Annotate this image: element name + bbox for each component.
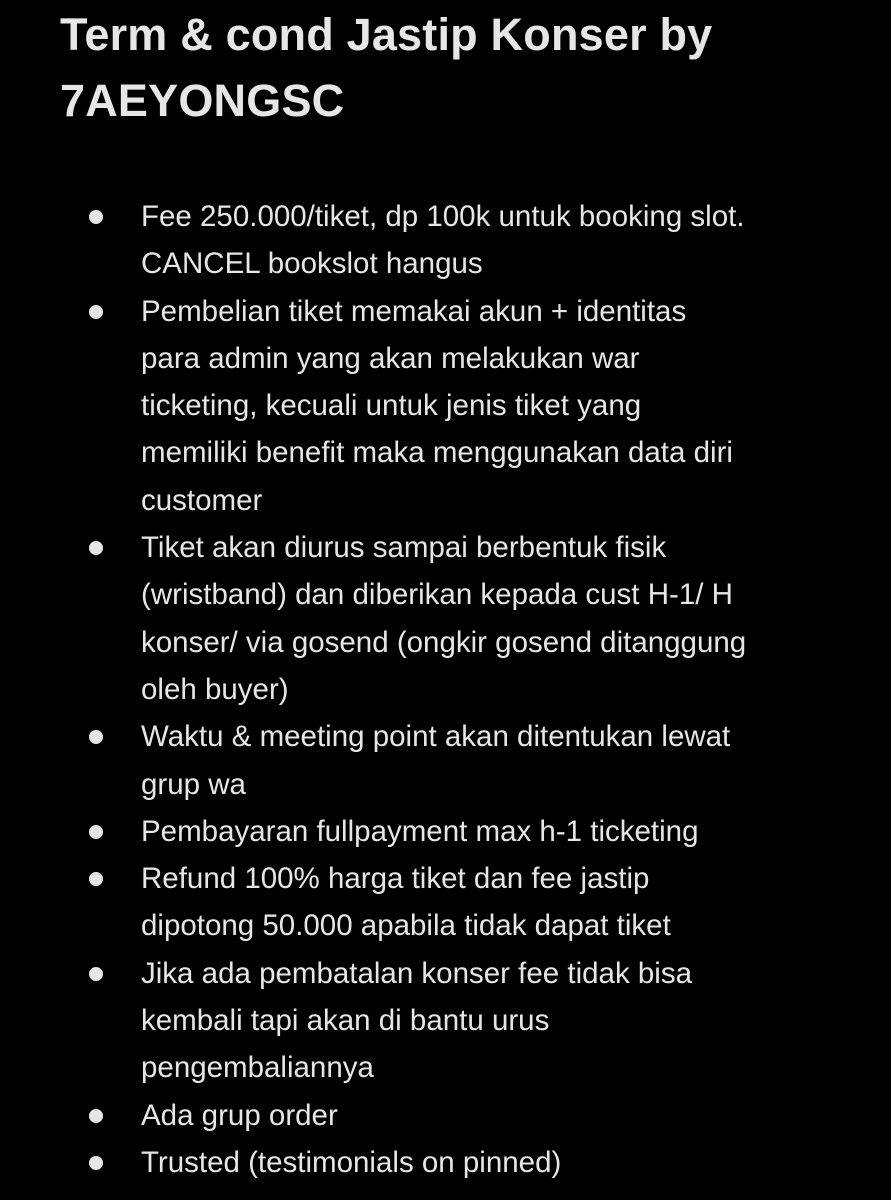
bullet-icon — [89, 730, 103, 744]
item-line: Fee 250.000/tiket, dp 100k untuk booking slot. — [141, 200, 745, 233]
bullet-icon — [89, 967, 103, 981]
list-item — [0, 713, 891, 808]
item-line: Pembayaran fullpayment max h-1 ticketing — [141, 814, 699, 848]
item-line: Pembelian tiket memakai akun + identitas — [141, 294, 687, 328]
list-item — [0, 855, 891, 950]
note-title — [60, 2, 860, 134]
item-line: oleh buyer) — [141, 672, 289, 706]
list-item — [0, 1092, 891, 1139]
list-item — [0, 808, 891, 855]
item-line: Ada grup order — [141, 1098, 338, 1132]
list-item — [0, 193, 891, 288]
item-line: konser/ via gosend (ongkir gosend ditanggung — [141, 625, 747, 659]
bullet-icon — [89, 541, 103, 555]
bullet-icon — [89, 825, 103, 839]
item-line: ticketing, kecuali untuk jenis tiket yang — [141, 389, 642, 423]
list-item — [0, 524, 891, 713]
item-line: CANCEL bookslot hangus — [141, 247, 483, 281]
item-line: dipotong 50.000 apabila tidak dapat tiket — [141, 909, 671, 943]
item-line: (wristband) dan diberikan kepada cust H-1/ H — [141, 578, 733, 612]
item-line: pengembaliannya — [141, 1051, 374, 1085]
list-item — [0, 950, 891, 1092]
item-line: Trusted (testimonials on pinned) — [141, 1145, 562, 1179]
bullet-icon — [89, 210, 103, 224]
item-line: Jika ada pembatalan konser fee tidak bisa — [141, 956, 693, 990]
item-line: Tiket akan diurus sampai berbentuk fisik — [141, 531, 667, 565]
bullet-icon — [89, 872, 103, 886]
bullet-icon — [89, 305, 103, 319]
bullet-icon — [89, 1156, 103, 1170]
bullet-icon — [89, 1109, 103, 1123]
title-line: Term & cond Jastip Konser by — [60, 9, 713, 60]
item-line: memiliki benefit maka menggunakan data diri — [141, 436, 733, 470]
item-line: customer — [141, 483, 263, 517]
item-line: kembali tapi akan di bantu urus — [141, 1004, 550, 1038]
item-line: Refund 100% harga tiket dan fee jastip — [141, 862, 650, 896]
list-item — [0, 1139, 891, 1186]
list-item — [0, 288, 891, 524]
item-line: Waktu & meeting point akan ditentukan lewat — [141, 720, 731, 754]
title-line: 7AEYONGSC — [60, 75, 345, 126]
item-line: grup wa — [141, 767, 246, 801]
item-line: para admin yang akan melakukan war — [141, 341, 640, 375]
terms-list — [0, 193, 891, 1186]
